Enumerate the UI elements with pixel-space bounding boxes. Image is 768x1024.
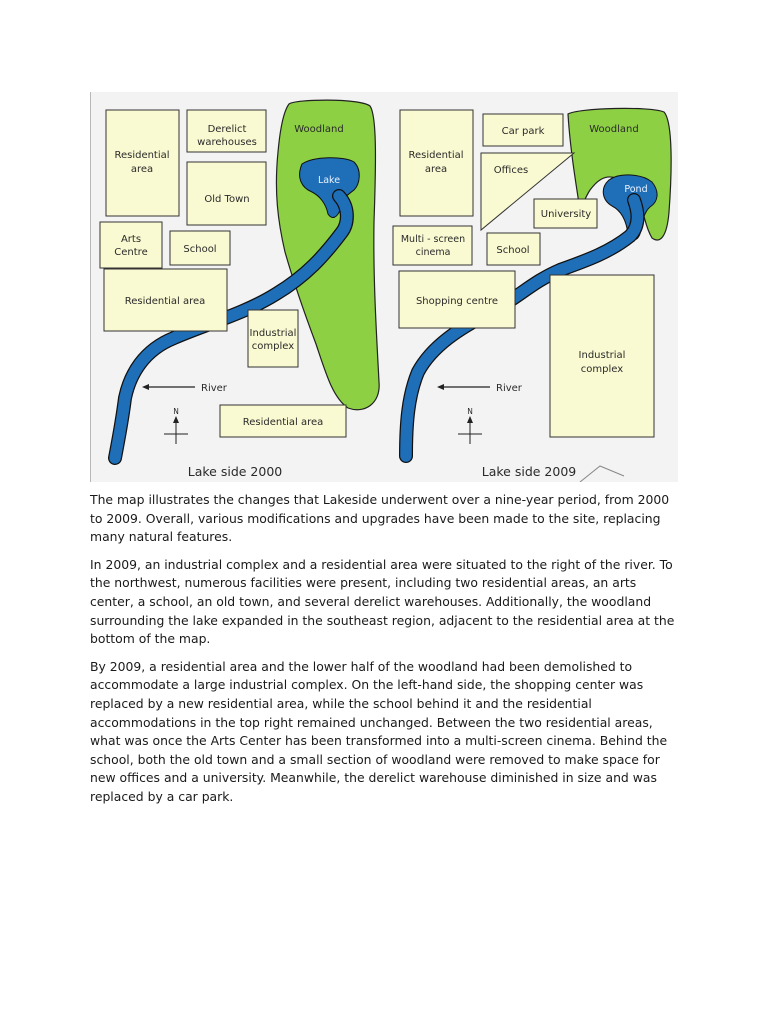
- label-river-2009: River: [496, 383, 522, 394]
- label-industrial-2009-line2: complex: [580, 364, 624, 375]
- cinema-2009: [393, 226, 472, 265]
- label-residential-bottom-2000: Residential area: [242, 417, 324, 428]
- label-industrial-2000: Industrial: [249, 328, 297, 339]
- label-school-2009: School: [496, 245, 530, 256]
- label-cinema-2009-line2: cinema: [415, 247, 451, 258]
- label-river-2000: River: [201, 383, 227, 394]
- label-shopping-2009: Shopping centre: [415, 296, 499, 307]
- label-arts-2000: Arts: [120, 234, 142, 245]
- label-north-2000: N: [173, 407, 179, 416]
- residential-area-top-2000: [106, 110, 179, 216]
- arts-centre-2000: [100, 222, 162, 268]
- label-residential-top-2000-line2: area: [130, 164, 154, 175]
- label-residential-2009-line2: area: [424, 164, 448, 175]
- label-university-2009: University: [540, 209, 592, 220]
- lakeside-maps-figure: [90, 92, 678, 482]
- label-school-2000: School: [183, 244, 217, 255]
- label-derelict-2000: Derelict: [207, 124, 247, 135]
- maps-svg: [90, 92, 678, 482]
- label-lake-2000: Lake: [317, 175, 341, 186]
- label-woodland-2000: Woodland: [294, 124, 344, 135]
- label-old-town-2000: Old Town: [204, 194, 250, 205]
- label-residential-top-2000: Residential: [114, 150, 170, 161]
- label-car-park-2009: Car park: [501, 126, 545, 137]
- label-industrial-2009: Industrial: [578, 350, 626, 361]
- caption-2009: Lake side 2009: [481, 464, 577, 479]
- label-industrial-2000-line2: complex: [251, 341, 295, 352]
- caption-2000: Lake side 2000: [187, 464, 283, 479]
- label-woodland-2009: Woodland: [589, 124, 639, 135]
- label-arts-2000-line2: Centre: [114, 247, 148, 258]
- label-pond-2009: Pond: [624, 184, 648, 195]
- label-derelict-2000-line2: warehouses: [197, 137, 257, 148]
- paragraph-3: By 2009, a residential area and the lower half of the woodland had been demolished to accommodate a large industrial complex. On the left-hand side, the shopping center was replaced by a new residential area, while the school behind it and the residential accommodations in the top right remained unchanged. Between the two residential areas, what was once the Arts Center has been transformed into a multi-screen cinema. Behind the school, both the old town and a small section of woodland were removed to make space for new offices and a university. Meanwhile, the derelict warehouse diminished in size and was replaced by a car park.: [90, 658, 668, 804]
- essay-text: [90, 491, 680, 816]
- label-north-2009: N: [467, 407, 473, 416]
- label-residential-mid-2000: Residential area: [124, 296, 206, 307]
- residential-area-2009: [400, 110, 473, 216]
- paragraph-2: In 2009, an industrial complex and a residential area were situated to the right of the river. To the northwest, numerous facilities were present, including two residential areas, an arts center, a school, an old town, and several derelict warehouses. Additionally, the woodland surrounding the lake expanded in the southeast region, adjacent to the residential area at the bottom of the map.: [90, 556, 675, 647]
- label-offices-2009: Offices: [493, 165, 529, 176]
- label-cinema-2009: Multi - screen: [400, 234, 466, 245]
- label-residential-2009: Residential: [408, 150, 464, 161]
- paragraph-1: The map illustrates the changes that Lakeside underwent over a nine-year period, from 2000 to 2009. Overall, various modifications and upgrades have been made to the site, replacing many natural features.: [90, 492, 670, 545]
